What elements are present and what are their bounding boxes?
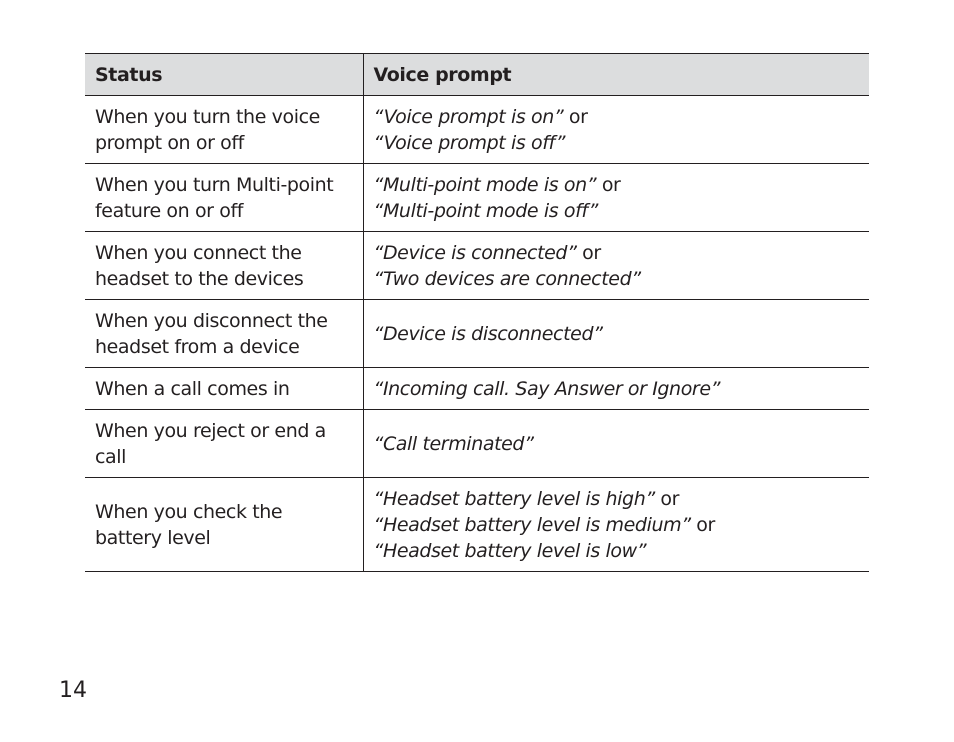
- voice-prompt-cell: [363, 164, 869, 232]
- voice-prompt-table: [85, 53, 869, 572]
- status-cell: When you disconnect the headset from a device: [85, 300, 363, 368]
- prompt-line: [374, 240, 860, 266]
- table-row: [85, 164, 869, 232]
- prompt-line: [374, 486, 860, 512]
- table-row: [85, 96, 869, 164]
- status-cell: When you connect the headset to the devices: [85, 232, 363, 300]
- voice-prompt-cell: [363, 410, 869, 478]
- voice-prompt-cell: [363, 96, 869, 164]
- table-row: [85, 368, 869, 410]
- prompt-quote: “Voice prompt is on”: [373, 105, 564, 128]
- prompt-line: [374, 431, 860, 457]
- prompt-line: [374, 130, 860, 156]
- prompt-quote: “Device is connected”: [373, 241, 577, 264]
- prompt-line: [374, 172, 860, 198]
- table-row: [85, 478, 869, 572]
- prompt-suffix: or: [563, 105, 588, 128]
- voice-prompt-cell: [363, 368, 869, 410]
- table-row: [85, 410, 869, 478]
- table-row: [85, 232, 869, 300]
- prompt-quote: “Multi-point mode is on”: [373, 173, 597, 196]
- table-row: [85, 300, 869, 368]
- prompt-suffix: or: [596, 173, 621, 196]
- prompt-quote: “Headset battery level is high”: [373, 487, 655, 510]
- prompt-quote: “Headset battery level is low”: [373, 539, 647, 562]
- status-cell: When you check the battery level: [85, 478, 363, 572]
- column-header-status: Status: [85, 54, 363, 96]
- prompt-quote: “Voice prompt is off”: [373, 131, 566, 154]
- voice-prompt-cell: [363, 300, 869, 368]
- table-header-row: [85, 54, 869, 96]
- prompt-quote: “Multi-point mode is off”: [373, 199, 598, 222]
- voice-prompt-cell: [363, 232, 869, 300]
- prompt-line: [374, 538, 860, 564]
- prompt-line: [374, 198, 860, 224]
- column-header-voice-prompt: Voice prompt: [363, 54, 869, 96]
- prompt-line: [374, 376, 860, 402]
- prompt-line: [374, 104, 860, 130]
- status-cell: When you turn Multi-point feature on or off: [85, 164, 363, 232]
- prompt-suffix: or: [576, 241, 601, 264]
- status-cell: When you turn the voice prompt on or off: [85, 96, 363, 164]
- voice-prompt-cell: [363, 478, 869, 572]
- prompt-suffix: or: [690, 513, 715, 536]
- prompt-quote: “Two devices are connected”: [373, 267, 641, 290]
- prompt-line: [374, 512, 860, 538]
- prompt-quote: “Incoming call. Say Answer or Ignore”: [373, 377, 721, 400]
- prompt-quote: “Call terminated”: [373, 432, 534, 455]
- prompt-line: [374, 266, 860, 292]
- prompt-suffix: or: [654, 487, 680, 510]
- prompt-quote: “Headset battery level is medium”: [373, 513, 691, 536]
- page-number: 14: [59, 678, 87, 703]
- prompt-line: [374, 321, 860, 347]
- status-cell: When you reject or end a call: [85, 410, 363, 478]
- status-cell: When a call comes in: [85, 368, 363, 410]
- prompt-quote: “Device is disconnected”: [373, 322, 603, 345]
